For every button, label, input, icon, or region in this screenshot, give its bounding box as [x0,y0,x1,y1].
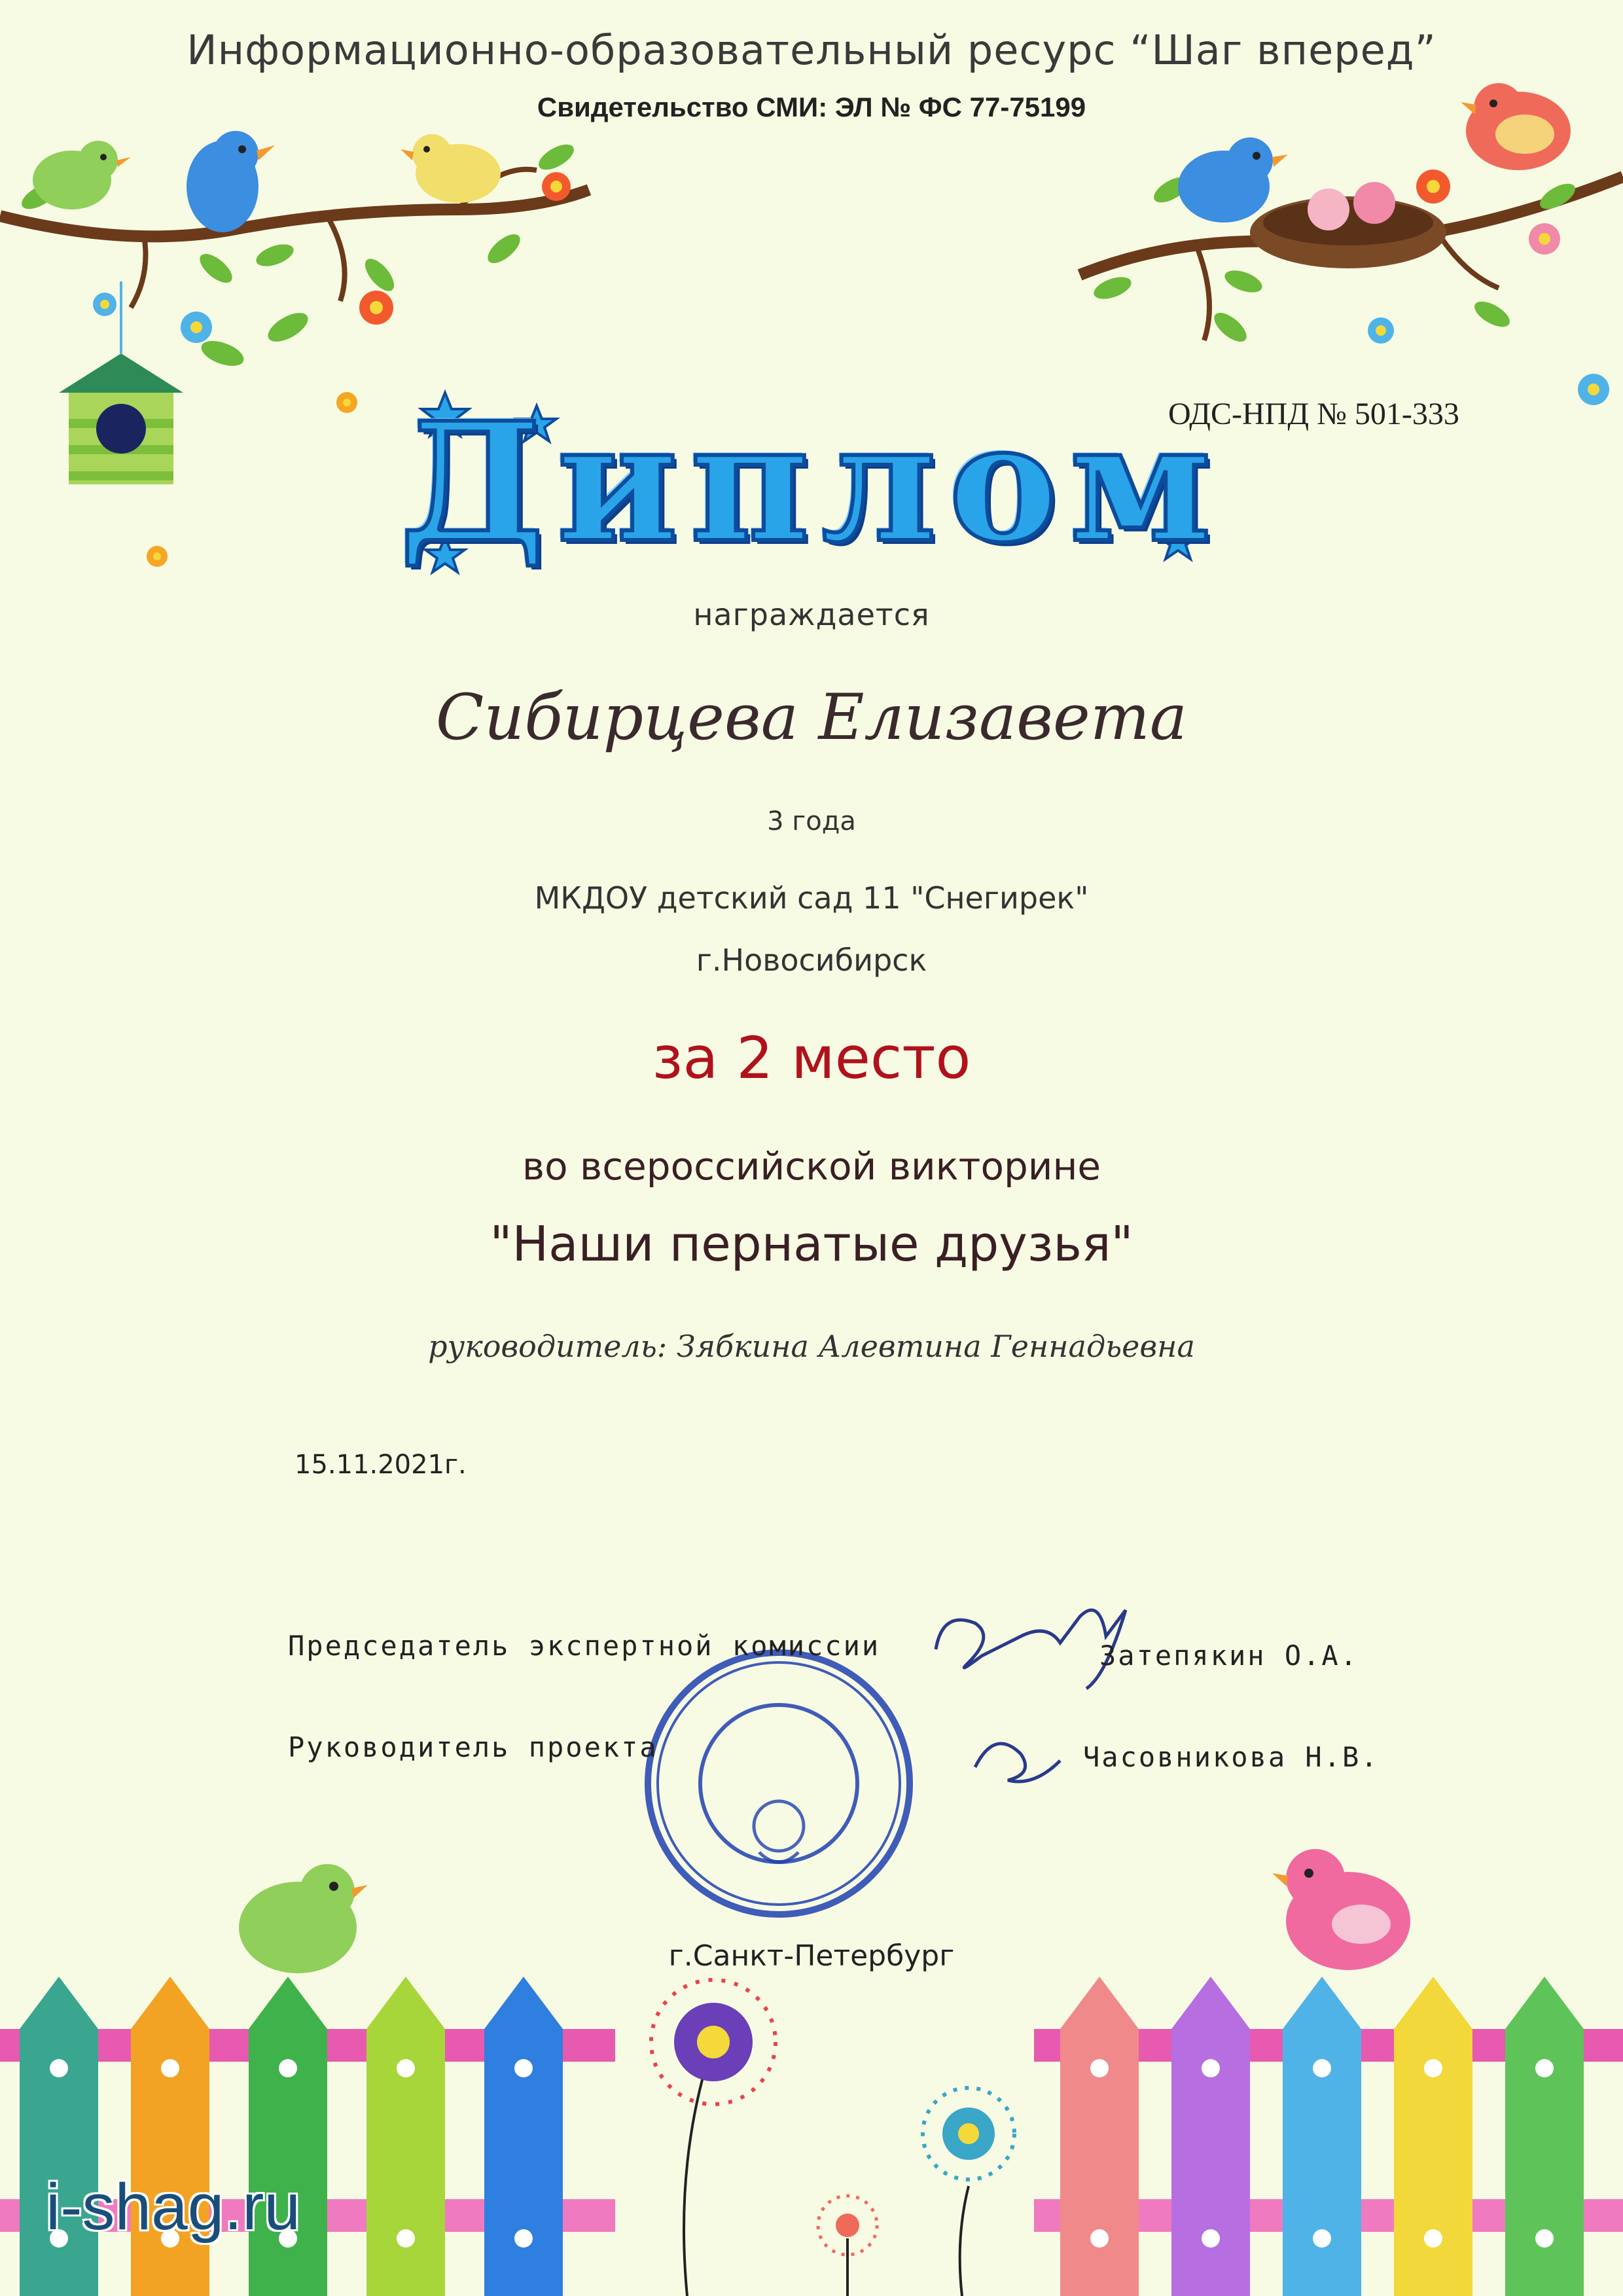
winner-name: Сибирцева Елизавета [435,681,1188,754]
signature-role-chairman: Председатель экспертной комиссии [288,1630,881,1662]
top-right-branch-illustration [1080,83,1623,405]
organization: МКДОУ детский сад 11 "Снегирек" [534,880,1089,916]
signature-role-manager: Руководитель проекта [288,1731,658,1763]
winner-city: г.Новосибирск [696,942,927,978]
signature-name-chairman: Затепякин О.А. [1099,1640,1359,1672]
award-place: за 2 место [652,1024,971,1092]
diploma-title: Диплом [399,386,1224,579]
round-stamp [648,1653,910,1914]
publisher-title: Информационно-образовательный ресурс “Шаг вперед” [187,26,1436,74]
mentor-line: руководитель: Зябкина Алевтина Геннадьевна [428,1329,1195,1364]
media-registration: Свидетельство СМИ: ЭЛ № ФС 77-75199 [537,92,1086,122]
issue-date: 15.11.2021г. [294,1450,467,1480]
fence-right-illustration [1034,1849,1623,2296]
awarded-label: награждается [693,597,930,632]
contest-type: во всероссийской викторине [522,1144,1101,1189]
signature-name-manager: Часовникова Н.В. [1083,1741,1380,1773]
dandelion-flowers-illustration [651,1980,1014,2296]
contest-name: "Наши пернатые друзья" [490,1216,1133,1272]
site-brand: i-shag.ru [46,2170,301,2244]
footer-city: г.Санкт-Петербург [668,1939,955,1973]
winner-age: 3 года [767,806,856,836]
document-number: ОДС-НПД № 501-333 [1168,397,1459,431]
